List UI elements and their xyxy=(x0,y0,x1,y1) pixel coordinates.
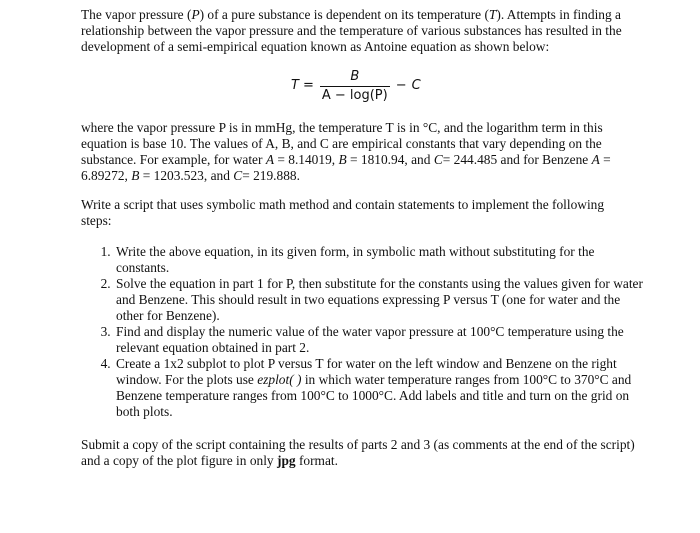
water-a-value: = 8.14019, xyxy=(274,152,339,167)
step-1-text: Write the above equation, in its given form, in symbolic math without substituting for the constants. xyxy=(116,244,595,275)
submit-text-1: Submit a copy of the script containing the results of parts 2 and 3 (as comments at the end of the script) and a copy of the plot figure in only xyxy=(81,437,635,468)
constants-paragraph xyxy=(81,120,636,184)
benzene-c-label: C xyxy=(233,168,243,183)
intro-text-1: The vapor pressure ( xyxy=(81,7,192,22)
intro-text-3: ). Attempts in finding a relationship between the vapor pressure and the temperature of various substances has resulted in the development of a semi-empirical equation known as Antoine equation as shown below: xyxy=(81,7,622,54)
intro-temperature-symbol: T xyxy=(488,7,497,22)
water-c-value: = 244.485 and for Benzene xyxy=(442,152,592,167)
step-4-ezplot: ezplot( ) xyxy=(257,372,302,387)
benzene-a-label: A xyxy=(591,152,600,167)
steps-list xyxy=(81,244,650,420)
step-3-text: Find and display the numeric value of the water vapor pressure at 100°C temperature using the relevant equation obtained in part 2. xyxy=(116,324,624,355)
task-paragraph: Write a script that uses symbolic math method and contain statements to implement the following steps: xyxy=(81,197,605,228)
benzene-b-label: B xyxy=(131,168,140,183)
water-b-label: B xyxy=(338,152,347,167)
intro-pressure-symbol: P xyxy=(191,7,200,22)
equation-denominator: A − log(P) xyxy=(321,87,388,103)
step-4-text-2: in which water temperature ranges from 100°C to 370°C and Benzene temperature ranges from 100°C to 1000°C. Add labels and title and turn on the grid on both plots. xyxy=(116,372,632,419)
constants-text: where the vapor pressure P is in mmHg, the temperature T is in °C, and the logarithm term in this equation is base 10. The values of A, B, and C are empirical constants that vary depending on the substance. For example, for water xyxy=(81,120,603,167)
step-item xyxy=(114,276,650,324)
water-a-label: A xyxy=(265,152,274,167)
equation-fraction xyxy=(320,69,390,104)
intro-text-2: ) of a pure substance is dependent on its temperature ( xyxy=(199,7,489,22)
step-item xyxy=(114,356,650,420)
submit-format-bold: jpg xyxy=(276,453,296,468)
water-b-value: = 1810.94, and xyxy=(346,152,434,167)
step-item xyxy=(114,244,650,276)
submit-text-2: format. xyxy=(295,453,338,468)
step-2-text: Solve the equation in part 1 for P, then substitute for the constants using the values given for water and Benzene. This should result in two equations expressing P versus T (one for water and the other for Benzene). xyxy=(116,276,643,323)
equation-constant: C xyxy=(411,78,421,93)
benzene-c-value: = 219.888. xyxy=(242,168,300,183)
antoine-equation xyxy=(291,66,421,106)
step-item xyxy=(114,324,650,356)
intro-paragraph xyxy=(81,7,636,55)
benzene-a-value: = 6.89272, xyxy=(81,152,611,183)
equation-minus: − xyxy=(395,78,407,93)
step-4-text-1: Create a 1x2 subplot to plot P versus T for water on the left window and Benzene on the right window. For the plots use xyxy=(116,356,617,387)
equation-numerator: B xyxy=(350,68,360,84)
water-c-label: C xyxy=(433,152,443,167)
submit-paragraph xyxy=(81,437,636,469)
benzene-b-value: = 1203.523, and xyxy=(139,168,234,183)
equation-equals: = xyxy=(302,78,314,93)
equation-lhs: T xyxy=(291,78,299,93)
